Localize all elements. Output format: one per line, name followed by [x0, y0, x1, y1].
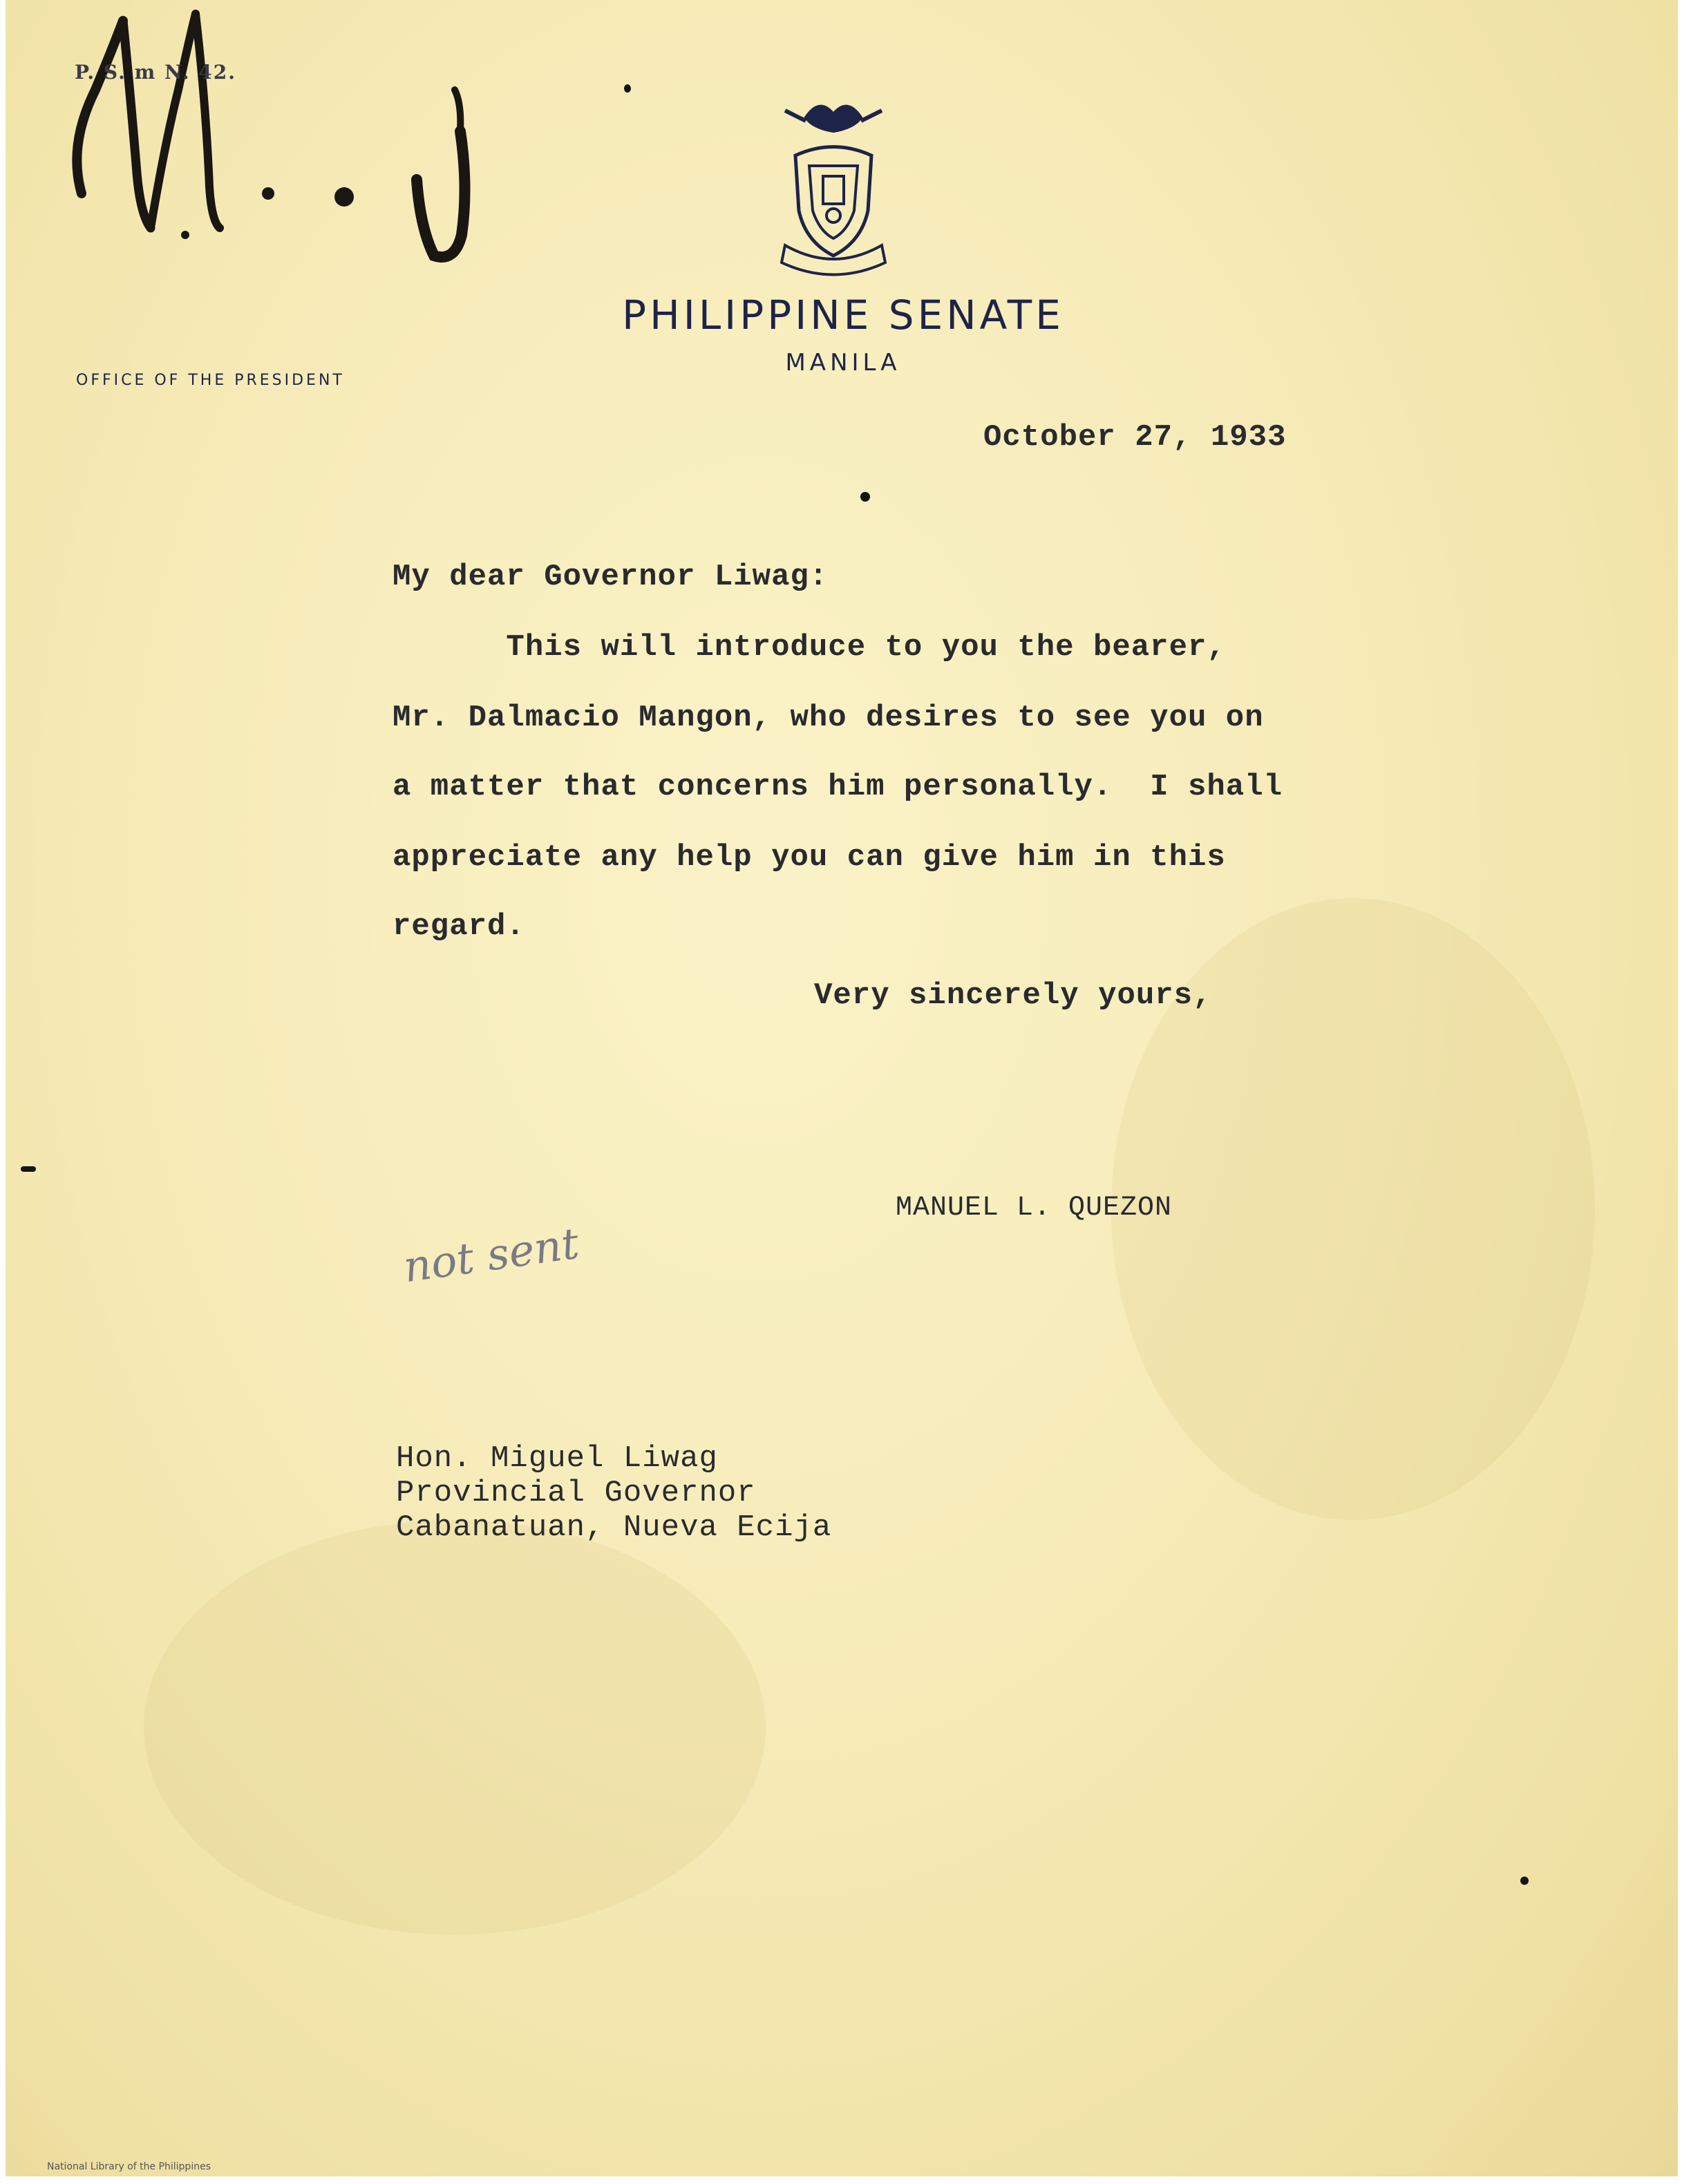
- form-number: P. S. m N. 42.: [75, 61, 237, 84]
- ink-spot: [1520, 1877, 1529, 1885]
- institution-city: MANILA: [785, 349, 901, 377]
- signature-name: MANUEL L. QUEZON: [896, 1193, 1173, 1224]
- recipient-title: Provincial Governor: [396, 1476, 756, 1510]
- scan-footer-note: National Library of the Philippines: [47, 2161, 211, 2172]
- ink-spot: [21, 1166, 36, 1172]
- closing: Very sincerely yours,: [814, 978, 1212, 1013]
- body-line: Mr. Dalmacio Mangon, who desires to see you on: [393, 701, 1264, 735]
- body-line: a matter that concerns him personally. I shall: [393, 770, 1283, 804]
- recipient-name: Hon. Miguel Liwag: [396, 1441, 718, 1476]
- ink-spot: [624, 84, 631, 93]
- body-line: This will introduce to you the bearer,: [393, 630, 1226, 665]
- senate-seal-icon: [764, 90, 903, 276]
- letter-sheet: [6, 0, 1678, 2176]
- recipient-location: Cabanatuan, Nueva Ecija: [396, 1510, 832, 1545]
- institution-title: PHILIPPINE SENATE: [622, 292, 1064, 339]
- salutation: My dear Governor Liwag:: [393, 560, 829, 594]
- letter-date: October 27, 1933: [983, 420, 1287, 455]
- office-label: OFFICE OF THE PRESIDENT: [76, 372, 345, 389]
- body-line: regard.: [393, 909, 525, 944]
- ink-filing-marks-icon: [47, 7, 475, 269]
- paper-stain: [144, 1520, 766, 1935]
- body-line: appreciate any help you can give him in this: [393, 840, 1226, 875]
- handwritten-annotation: not sent: [400, 1217, 583, 1293]
- ink-spot: [860, 492, 870, 502]
